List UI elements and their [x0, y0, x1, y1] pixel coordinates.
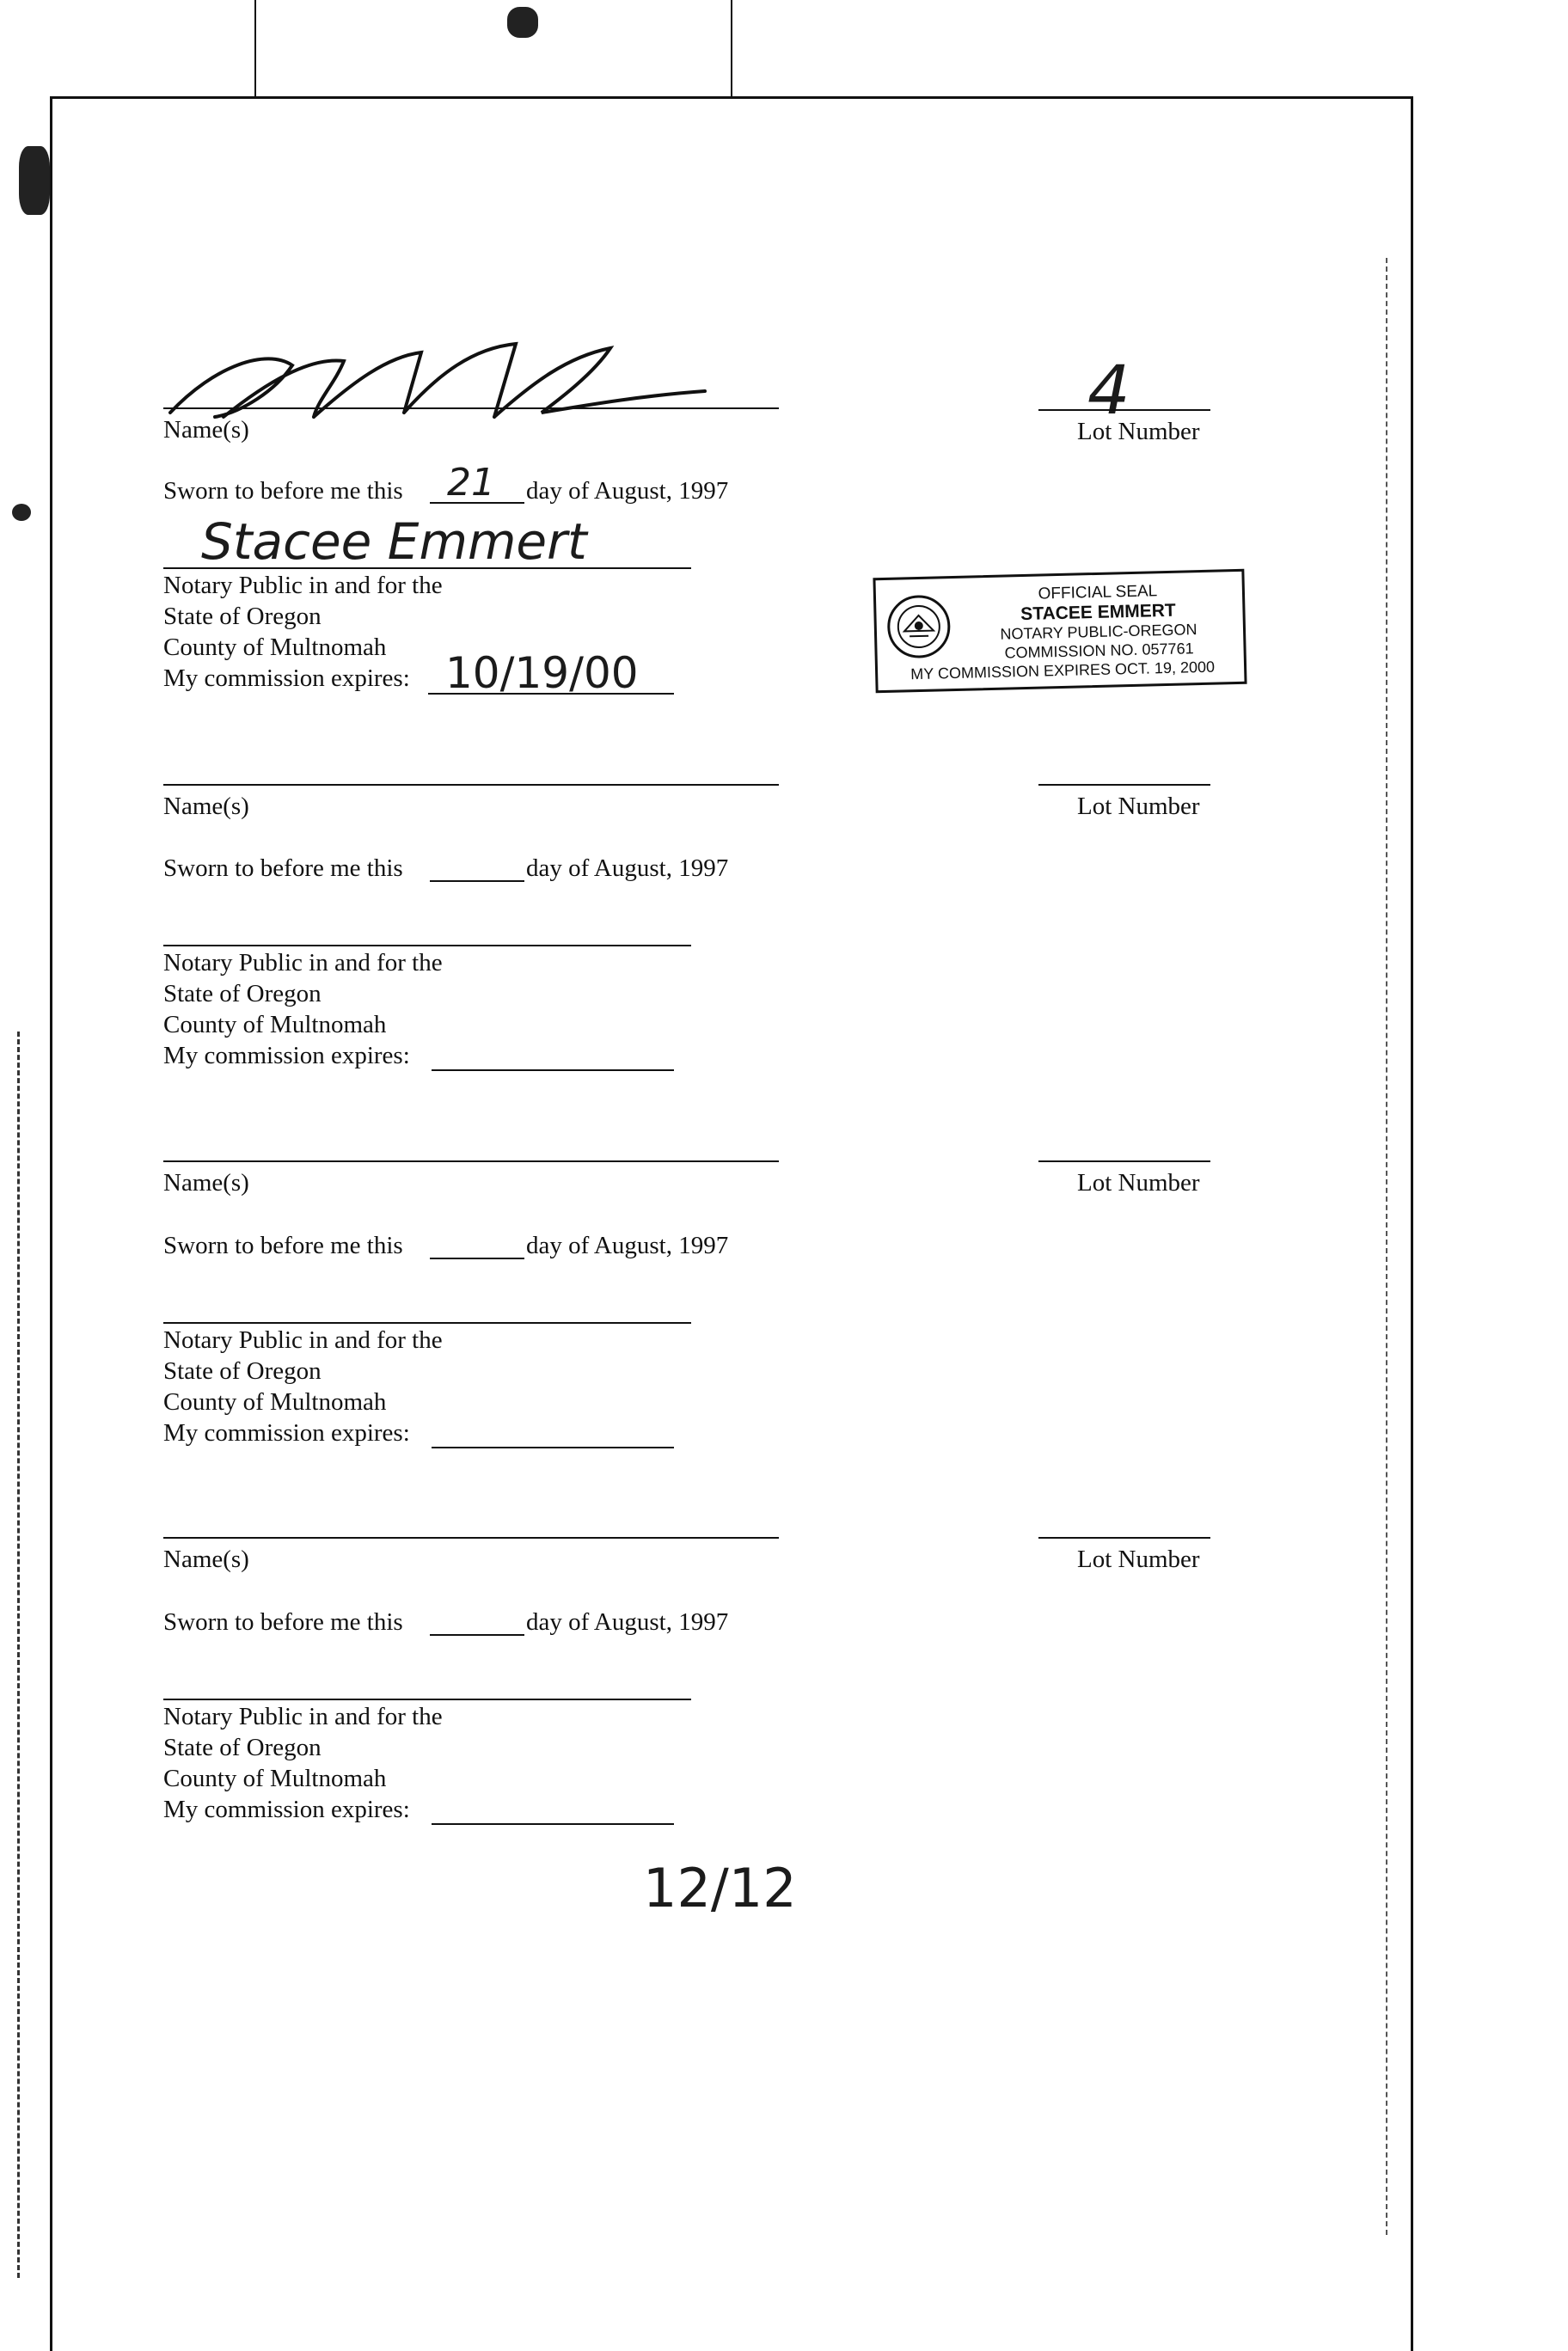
state-seal-emblem [885, 592, 953, 661]
names-line [163, 1537, 779, 1539]
sworn-prefix: Sworn to before me this [163, 1608, 403, 1636]
notary-line-3: County of Multnomah [163, 1011, 387, 1038]
handwritten-notary-signature: Stacee Emmert [201, 512, 587, 571]
sworn-suffix: day of August, 1997 [526, 477, 729, 505]
seal-notary-public: NOTARY PUBLIC-OREGON [1000, 621, 1197, 643]
lot-number-line [1038, 409, 1210, 411]
names-label: Name(s) [163, 1546, 249, 1573]
notary-line-1: Notary Public in and for the [163, 572, 443, 599]
expires-line [432, 1447, 674, 1448]
names-label: Name(s) [163, 1169, 249, 1197]
expires-line [432, 1069, 674, 1071]
notary-line-2: State of Oregon [163, 980, 322, 1007]
notary-line-4: My commission expires: [163, 1042, 410, 1069]
handwritten-day: 21 [447, 461, 495, 505]
notary-line-4: My commission expires: [163, 1419, 410, 1447]
lot-number-line [1038, 1537, 1210, 1539]
notary-line-1: Notary Public in and for the [163, 949, 443, 977]
seal-name: STACEE EMMERT [1020, 600, 1176, 625]
notary-signature-line [163, 945, 691, 946]
notary-line-3: County of Multnomah [163, 634, 387, 661]
seal-expiration: MY COMMISSION EXPIRES OCT. 19, 2000 [910, 658, 1216, 683]
day-line [430, 502, 524, 504]
lot-number-label: Lot Number [1077, 418, 1200, 445]
day-line [430, 880, 524, 882]
day-line [430, 1258, 524, 1259]
top-tab-outline [254, 0, 732, 98]
notary-signature-line [163, 1699, 691, 1700]
notary-line-1: Notary Public in and for the [163, 1326, 443, 1354]
notary-line-1: Notary Public in and for the [163, 1703, 443, 1730]
notary-signature-line [163, 567, 691, 569]
scan-dash-left [17, 1032, 20, 2278]
lot-number-label: Lot Number [1077, 1169, 1200, 1197]
lot-number-line [1038, 784, 1210, 786]
scan-speck [12, 504, 31, 521]
sworn-prefix: Sworn to before me this [163, 1232, 403, 1259]
notary-line-2: State of Oregon [163, 603, 322, 630]
names-line [163, 407, 779, 409]
sworn-suffix: day of August, 1997 [526, 1608, 729, 1636]
names-label: Name(s) [163, 416, 249, 444]
lot-number-label: Lot Number [1077, 1546, 1200, 1573]
names-line [163, 784, 779, 786]
handwritten-expiration: 10/19/00 [445, 648, 639, 698]
names-label: Name(s) [163, 793, 249, 820]
lot-number-line [1038, 1160, 1210, 1162]
official-seal-stamp [873, 569, 1246, 694]
scan-speck [507, 7, 538, 38]
notary-line-3: County of Multnomah [163, 1388, 387, 1416]
handwritten-lot-number: 4 [1087, 352, 1130, 430]
seal-commission-number: COMMISSION NO. 057761 [1004, 640, 1194, 662]
sworn-prefix: Sworn to before me this [163, 854, 403, 882]
expires-line [432, 1823, 674, 1825]
names-line [163, 1160, 779, 1162]
sworn-suffix: day of August, 1997 [526, 854, 729, 882]
notary-line-3: County of Multnomah [163, 1765, 387, 1792]
notary-line-4: My commission expires: [163, 1796, 410, 1823]
handwritten-page-number: 12/12 [643, 1857, 797, 1919]
lot-number-label: Lot Number [1077, 793, 1200, 820]
sworn-prefix: Sworn to before me this [163, 477, 403, 505]
notary-line-2: State of Oregon [163, 1357, 322, 1385]
day-line [430, 1634, 524, 1636]
page-border [50, 96, 1413, 2351]
seal-title: OFFICIAL SEAL [1038, 582, 1158, 603]
scan-dash-right [1386, 258, 1387, 2235]
sworn-suffix: day of August, 1997 [526, 1232, 729, 1259]
notary-line-4: My commission expires: [163, 664, 410, 692]
notary-signature-line [163, 1322, 691, 1324]
expires-line [428, 693, 674, 695]
notary-line-2: State of Oregon [163, 1734, 322, 1761]
scan-speck [19, 146, 50, 215]
